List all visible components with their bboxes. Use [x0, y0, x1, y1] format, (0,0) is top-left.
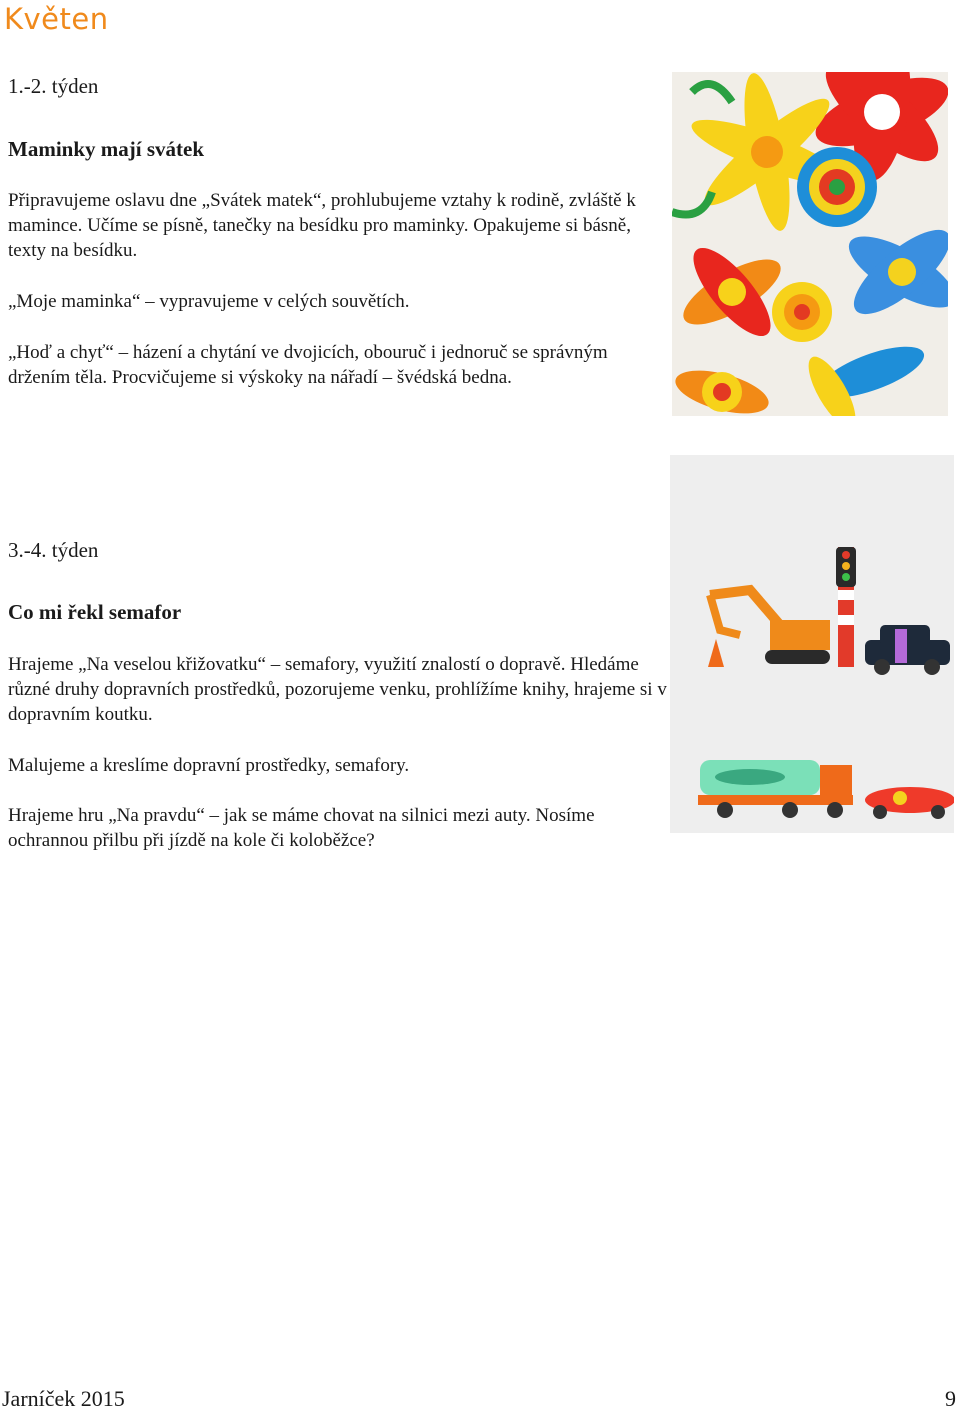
- page-title: Květen: [4, 2, 109, 36]
- footer-publication: Jarníček 2015: [2, 1386, 125, 1411]
- week-label: 3.-4. týden: [8, 538, 99, 562]
- paragraph: Hrajeme hru „Na pravdu“ – jak se máme chovat na silnici mezi auty. Nosíme ochrannou přilbu při jízdě na kole či koloběžce?: [8, 805, 595, 851]
- week-label: 1.-2. týden: [8, 74, 99, 98]
- flower-target: [797, 147, 877, 227]
- traffic-light-icon: [836, 547, 856, 667]
- paper-flowers-image: [672, 72, 948, 416]
- page-number: 9: [945, 1386, 956, 1411]
- paragraph: Připravujeme oslavu dne „Svátek matek“, prohlubujeme vztahy k rodině, zvláště k mamince. Učíme se písně, tanečky na besídku pro maminky. Opakujeme si básně, texty na besídku.: [8, 190, 636, 261]
- paragraph: „Moje maminka“ – vypravujeme v celých souvětích.: [8, 291, 410, 312]
- section-heading: Maminky mají svátek: [8, 137, 204, 161]
- traffic-vehicles-image: [670, 455, 954, 833]
- paragraph: Hrajeme „Na veselou křižovatku“ – semafory, využití znalostí o dopravě. Hledáme různé druhy dopravních prostředků, pozorujeme venku, prohlížíme knihy, hrajeme si v dopravním koutku.: [8, 654, 667, 725]
- flower-small: [772, 282, 832, 342]
- paragraph: „Hoď a chyť“ – házení a chytání ve dvojicích, obouruč i jednoruč se správným držením těla. Procvičujeme si výskoky na nářadí – švédská bedna.: [8, 342, 608, 388]
- section-heading: Co mi řekl semafor: [8, 600, 182, 624]
- paragraph: Malujeme a kreslíme dopravní prostředky, semafory.: [8, 755, 410, 776]
